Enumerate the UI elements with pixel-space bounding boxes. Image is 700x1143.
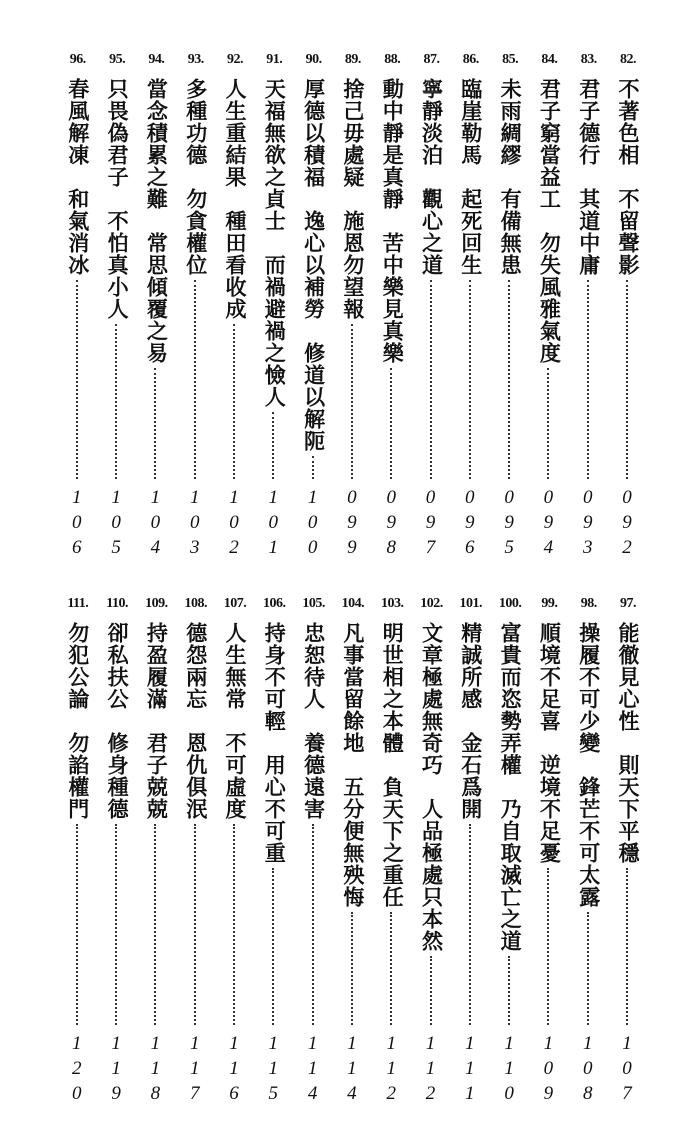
entry-page-number: 1 0 1 [268,487,279,558]
entry-title: 多種功德 勿貪權位 [183,78,209,276]
entry-page-number: 0 9 9 [347,487,357,558]
entry-page-number: 1 1 1 [465,1033,475,1104]
toc-entry[interactable] [612,596,642,1106]
entry-page-number: 1 1 2 [425,1033,436,1104]
entry-title: 持盈履滿 君子兢兢 [144,622,170,820]
leader-dots [233,324,235,479]
entry-page-number: 1 0 7 [622,1033,632,1104]
entry-page-number: 1 1 4 [307,1033,318,1104]
leader-dots [272,412,274,479]
entry-number: 96. [69,52,86,67]
toc-entry[interactable] [180,596,210,1106]
leader-dots [547,368,549,479]
toc-entry[interactable] [376,52,406,560]
entry-page-number: 1 1 9 [111,1033,121,1104]
entry-number: 83. [580,52,597,67]
leader-dots [115,824,117,1025]
entry-page-number: 1 1 5 [268,1033,279,1104]
toc-entry[interactable] [455,52,485,560]
entry-number: 94. [148,52,165,67]
entry-title: 忠恕待人 養德遠害 [301,622,327,820]
leader-dots [115,324,117,479]
toc-entry[interactable] [140,596,170,1106]
leader-dots [312,824,314,1025]
entry-page-number: 0 9 3 [582,487,593,558]
entry-title: 能徹見心性 則天下平穩 [616,622,641,864]
leader-dots [430,956,432,1025]
leader-dots [508,956,510,1025]
entry-title: 人生無常 不可虛度 [223,622,248,820]
entry-page-number: 1 1 0 [504,1033,514,1104]
leader-dots [626,868,628,1025]
entry-title: 精誠所感 金石爲開 [458,622,484,820]
entry-number: 105. [302,596,325,611]
toc-entry[interactable] [337,52,367,560]
entry-title: 捨己毋處疑 施恩勿望報 [340,78,366,320]
entry-title: 凡事當留餘地 五分便無殃悔 [340,622,366,908]
toc-entry[interactable] [62,596,92,1106]
leader-dots [587,280,589,479]
entry-number: 95. [109,52,126,67]
toc-entry[interactable] [140,52,170,560]
toc-entry[interactable] [258,52,288,560]
entry-page-number: 0 9 8 [386,487,396,558]
entry-page-number: 1 2 0 [72,1033,82,1104]
entry-number: 89. [344,52,361,67]
toc-entry[interactable] [62,52,92,560]
entry-number: 82. [620,52,636,67]
leader-dots [312,456,314,479]
entry-number: 103. [380,596,404,611]
entry-title: 君子德行 其道中庸 [576,78,602,276]
entry-number: 111. [67,596,89,611]
entry-title: 勿犯公論 勿諂權門 [65,622,91,820]
entry-title: 只畏偽君子 不怕真小人 [105,78,131,320]
toc-entry[interactable] [337,596,367,1106]
entry-page-number: 1 0 0 [307,487,318,558]
entry-number: 108. [184,596,207,611]
entry-title: 動中靜是真靜 苦中樂見真樂 [380,78,406,364]
entry-page-number: 1 0 6 [72,487,82,558]
entry-number: 93. [187,52,204,67]
entry-number: 100. [498,596,522,611]
entry-title: 操履不可少變 鋒芒不可太露 [576,622,602,908]
entry-number: 86. [462,52,479,67]
toc-entry[interactable] [298,596,328,1106]
entry-page-number: 0 9 7 [425,487,436,558]
entry-number: 97. [620,596,636,611]
entry-page-number: 0 9 2 [622,487,632,558]
entry-number: 109. [145,596,168,611]
entry-page-number: 1 1 6 [229,1033,239,1104]
entry-number: 110. [106,596,128,611]
leader-dots [390,368,392,479]
entry-page-number: 1 0 9 [543,1033,554,1104]
leader-dots [154,368,156,479]
leader-dots [233,824,235,1025]
entry-page-number: 1 0 3 [189,487,200,558]
entry-title: 順境不足喜 逆境不足憂 [537,622,563,864]
entry-number: 84. [541,52,558,67]
toc-entry[interactable] [219,596,249,1106]
toc-entry[interactable] [101,596,131,1106]
entry-number: 88. [384,52,401,67]
toc-entry[interactable] [494,52,524,560]
leader-dots [351,912,353,1025]
leader-dots [626,280,628,479]
leader-dots [469,824,471,1025]
entry-page-number: 1 1 2 [386,1033,396,1104]
leader-dots [272,868,274,1025]
entry-title: 春風解凍 和氣消冰 [65,78,91,276]
leader-dots [351,324,353,479]
entry-title: 明世相之本體 負天下之重任 [380,622,406,908]
leader-dots [390,912,392,1025]
entry-page-number: 0 9 5 [504,487,514,558]
entry-page-number: 1 1 4 [347,1033,357,1104]
entry-title: 天福無欲之貞士 而禍避禍之憸人 [262,78,288,408]
entry-page-number: 1 0 2 [229,487,239,558]
toc-entry[interactable] [298,52,328,560]
leader-dots [587,912,589,1025]
entry-page-number: 1 1 8 [150,1033,161,1104]
entry-title: 厚德以積福 逸心以補勞 修道以解阨 [301,78,327,452]
entry-title: 持身不可輕 用心不可重 [262,622,288,864]
toc-entry[interactable] [258,596,288,1106]
toc-entry[interactable] [376,596,406,1106]
entry-title: 卻私扶公 修身種德 [105,622,131,820]
toc-entry[interactable] [219,52,249,560]
entry-title: 臨崖勒馬 起死回生 [458,78,484,276]
entry-number: 104. [341,596,365,611]
entry-number: 106. [263,596,286,611]
toc-entry[interactable] [180,52,210,560]
entry-number: 98. [580,596,597,611]
entry-title: 德怨兩忘 恩仇俱泯 [183,622,209,820]
entry-number: 85. [502,52,519,67]
entry-number: 107. [223,596,247,611]
toc-entry[interactable] [455,596,485,1106]
toc-entry[interactable] [416,596,446,1106]
entry-page-number: 0 9 4 [543,487,554,558]
entry-number: 90. [305,52,322,67]
leader-dots [508,280,510,479]
entry-title: 文章極處無奇巧 人品極處只本然 [419,622,445,952]
leader-dots [154,824,156,1025]
entry-page-number: 0 9 6 [465,487,475,558]
toc-entry[interactable] [494,596,524,1106]
entry-title: 未雨綢繆 有備無患 [498,78,524,276]
toc-entry[interactable] [533,596,563,1106]
entry-number: 102. [420,596,443,611]
entry-number: 101. [459,596,483,611]
entry-page-number: 1 0 5 [111,487,121,558]
entry-title: 不著色相 不留聲影 [616,78,641,276]
leader-dots [430,280,432,479]
toc-upper-block [0,52,700,560]
toc-entry[interactable] [573,596,603,1106]
entry-page-number: 1 0 4 [150,487,161,558]
entry-page-number: 1 1 7 [189,1033,200,1104]
entry-page-number: 1 0 8 [582,1033,593,1104]
entry-number: 91. [266,52,283,67]
toc-entry[interactable] [573,52,603,560]
entry-title: 君子窮當益工 勿失風雅氣度 [537,78,563,364]
toc-entry[interactable] [101,52,131,560]
entry-number: 99. [541,596,558,611]
toc-entry[interactable] [416,52,446,560]
leader-dots [194,824,196,1025]
entry-number: 92. [227,52,243,67]
toc-entry[interactable] [612,52,642,560]
toc-lower-block [0,596,700,1106]
entry-title: 富貴而恣勢弄權 乃自取滅亡之道 [498,622,524,952]
toc-entry[interactable] [533,52,563,560]
entry-number: 87. [423,52,440,67]
leader-dots [547,868,549,1025]
entry-title: 寧靜淡泊 觀心之道 [419,78,445,276]
leader-dots [194,280,196,479]
leader-dots [76,280,78,479]
entry-title: 人生重結果 種田看收成 [223,78,248,320]
leader-dots [469,280,471,479]
entry-title: 當念積累之難 常思傾覆之易 [144,78,170,364]
leader-dots [76,824,78,1025]
